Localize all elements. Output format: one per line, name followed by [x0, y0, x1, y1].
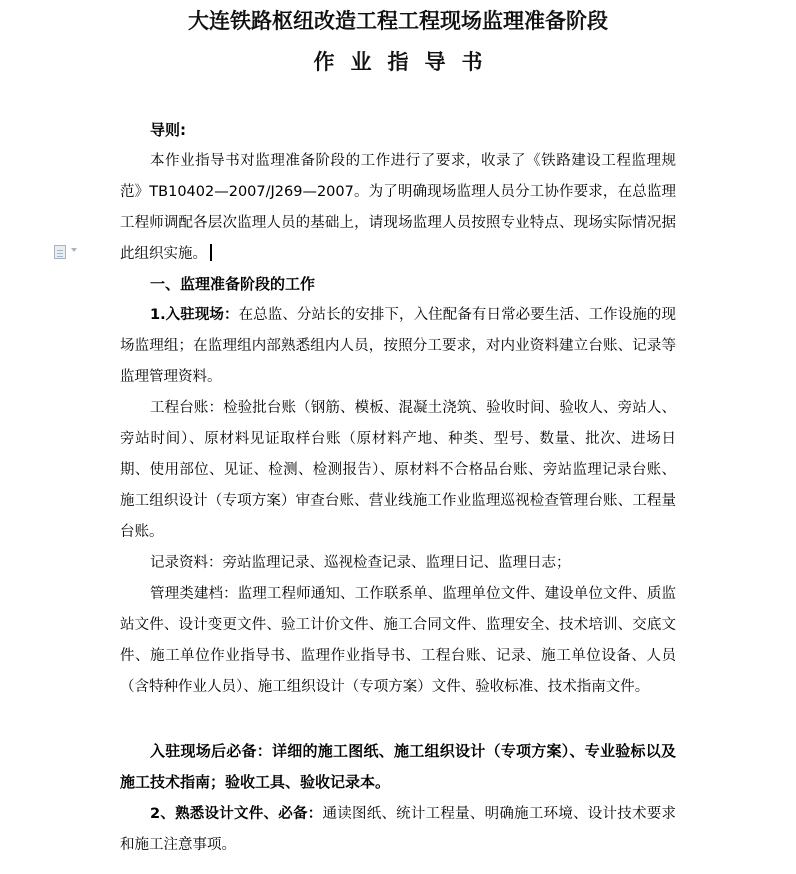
paragraph-options-icon[interactable]: [54, 245, 66, 259]
required-items-paragraph: 入驻现场后必备：详细的施工图纸、施工组织设计（专项方案）、专业验标以及施工技术指南；验收工具、验收记录本。: [120, 742, 676, 791]
item1-paragraph: [120, 300, 676, 393]
intro-heading: 导则:: [150, 121, 186, 139]
document-title: 大连铁路枢纽改造工程工程现场监理准备阶段: [188, 9, 608, 33]
archive-paragraph: 管理类建档：监理工程师通知、工作联系单、监理单位文件、建设单位文件、质监站文件、设计变更文件、验工计价文件、施工合同文件、监理安全、技术培训、交底文件、施工单位作业指导书、监理作业指导书、工程台账、记录、施工单位设备、人员（含特种作业人员）、施工组织设计（专项方案）文件、验收标准、技术指南文件。: [120, 586, 676, 695]
chevron-down-icon[interactable]: [71, 248, 77, 252]
intro-paragraph[interactable]: [120, 146, 676, 270]
text-cursor: [210, 244, 212, 261]
intro-paragraph-text: 本作业指导书对监理准备阶段的工作进行了要求，收录了《铁路建设工程监理规范》TB10402—2007/J269—2007。为了明确现场监理人员分工协作要求，在总监理工程师调配各层次监理人员的基础上，请现场监理人员按照专业特点、现场实际情况据此组织实施。: [120, 153, 676, 262]
document-subtitle: 作业指导书: [313, 50, 499, 74]
item2-text: 通读图纸、统计工程量、明确施工环境、设计技术要求和施工注意事项。: [120, 806, 677, 853]
item1-lead: 1.入驻现场：: [150, 307, 239, 323]
section-heading: 一、监理准备阶段的工作: [150, 275, 316, 293]
item2-paragraph: [120, 799, 676, 861]
item2-lead: 2、熟悉设计文件、必备：: [150, 806, 323, 822]
records-paragraph: 记录资料：旁站监理记录、巡视检查记录、监理日记、监理日志；: [150, 555, 571, 571]
item1-text: 在总监、分站长的安排下，入住配备有日常必要生活、工作设施的现场监理组；在监理组内部熟悉组内人员，按照分工要求，对内业资料建立台账、记录等监理管理资料。: [120, 307, 676, 385]
ledger-paragraph: 工程台账：检验批台账（钢筋、模板、混凝土浇筑、验收时间、验收人、旁站人、旁站时间）、原材料见证取样台账（原材料产地、种类、型号、数量、批次、进场日期、使用部位、见证、检测、检测报告）、原材料不合格品台账、旁站监理记录台账、施工组织设计（专项方案）审查台账、营业线施工作业监理巡视检查管理台账、工程量台账。: [120, 400, 676, 540]
